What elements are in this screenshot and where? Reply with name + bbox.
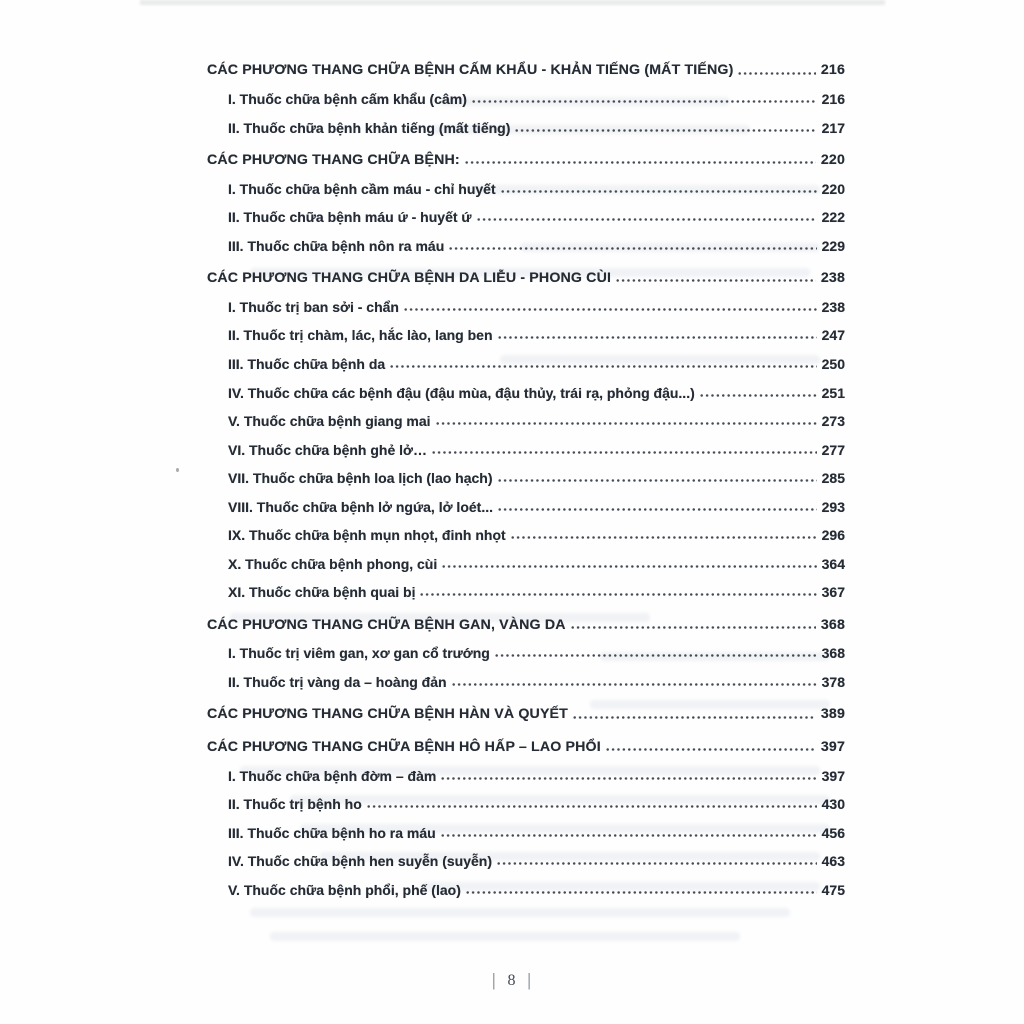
toc-section-title: CÁC PHƯƠNG THANG CHỮA BỆNH HÀN VÀ QUYẾT — [207, 706, 568, 723]
page-number: 8 — [507, 972, 517, 989]
toc-page-number: 250 — [821, 356, 845, 373]
dotted-leader — [451, 683, 817, 686]
dotted-leader — [737, 72, 815, 75]
bleed-artifact — [250, 908, 790, 917]
toc-page-number: 220 — [820, 151, 845, 168]
toc-page-number: 216 — [821, 91, 845, 108]
dotted-leader — [440, 834, 817, 837]
toc-item-row — [207, 230, 845, 259]
dotted-leader — [699, 394, 817, 397]
toc-item-label: II. Thuốc trị chàm, lác, hắc lào, lang ben — [228, 327, 493, 344]
scan-speck-artifact — [176, 468, 179, 472]
toc-item-label: I. Thuốc chữa bệnh cầm máu - chỉ huyết — [228, 180, 496, 197]
dotted-leader — [366, 805, 817, 808]
footer-left-bar: | — [492, 970, 497, 991]
dotted-leader — [419, 593, 816, 596]
toc-item-row — [207, 291, 845, 320]
toc-section-title: CÁC PHƯƠNG THANG CHỮA BỆNH: — [207, 151, 460, 168]
toc-page-number: 368 — [821, 645, 845, 662]
toc-item-row — [207, 846, 845, 875]
toc-page-number: 238 — [820, 270, 845, 287]
toc-page-number: 475 — [821, 881, 845, 898]
dotted-leader — [497, 336, 817, 339]
toc-item-label: VI. Thuốc chữa bệnh ghẻ lở… — [228, 441, 427, 458]
dotted-leader — [605, 748, 816, 751]
toc-page-number: 216 — [820, 62, 845, 79]
toc-page-number: 238 — [821, 298, 845, 315]
scan-edge-artifact — [140, 0, 885, 5]
toc-item-label: I. Thuốc chữa bệnh đờm – đàm — [228, 767, 437, 784]
toc-section-title-row — [207, 145, 845, 174]
toc-section — [207, 263, 845, 606]
dotted-leader — [448, 247, 816, 250]
bleed-artifact — [270, 932, 740, 941]
toc-item-row — [207, 406, 845, 435]
toc-page-number: 463 — [821, 853, 845, 870]
dotted-leader — [471, 100, 817, 103]
dotted-leader — [464, 161, 816, 164]
toc-item-row — [207, 638, 845, 667]
toc-page-number: 397 — [820, 738, 845, 755]
toc-item-label: VIII. Thuốc chữa bệnh lở ngứa, lở loét... — [228, 498, 493, 515]
dotted-leader — [389, 365, 816, 368]
toc-page-number: 368 — [820, 616, 845, 633]
dotted-leader — [465, 891, 817, 894]
toc-item-label: IV. Thuốc chữa bệnh hen suyễn (suyễn) — [228, 853, 493, 870]
page-footer — [0, 972, 1024, 990]
dotted-leader — [494, 654, 817, 657]
dotted-leader — [476, 218, 817, 221]
toc-item-row — [207, 789, 845, 818]
toc-item-row — [207, 202, 845, 231]
dotted-leader — [441, 565, 816, 568]
toc-section-title-row — [207, 55, 845, 84]
dotted-leader — [497, 479, 817, 482]
toc-page-number: 293 — [821, 498, 845, 515]
dotted-leader — [431, 451, 817, 454]
toc-item-label: VII. Thuốc chữa bệnh loa lịch (lao hạch) — [228, 470, 493, 487]
toc-item-row — [207, 548, 845, 577]
toc-section — [207, 55, 845, 141]
toc-page-number: 430 — [821, 796, 845, 813]
dotted-leader — [496, 862, 817, 865]
dotted-leader — [440, 777, 816, 780]
toc-item-row — [207, 84, 845, 113]
toc-section-title: CÁC PHƯƠNG THANG CHỮA BỆNH GAN, VÀNG DA — [207, 616, 566, 633]
toc-item-row — [207, 112, 845, 141]
toc-page-number: 277 — [821, 441, 845, 458]
toc-item-label: I. Thuốc trị viêm gan, xơ gan cổ trướng — [228, 645, 490, 662]
toc-page-number: 229 — [821, 237, 845, 254]
toc-item-label: II. Thuốc chữa bệnh máu ứ - huyết ứ — [228, 209, 472, 226]
toc-page-number: 296 — [821, 527, 845, 544]
footer-right-bar: | — [527, 970, 532, 991]
toc-item-label: XI. Thuốc chữa bệnh quai bị — [228, 584, 416, 601]
toc-page-number: 367 — [821, 584, 845, 601]
toc-page-number: 247 — [821, 327, 845, 344]
toc-page-number: 397 — [821, 767, 845, 784]
toc-section-title-row — [207, 263, 845, 292]
toc-page-number: 251 — [821, 384, 845, 401]
dotted-leader — [514, 129, 816, 132]
toc-item-label: III. Thuốc chữa bệnh nôn ra máu — [228, 237, 445, 254]
toc-item-row — [207, 760, 845, 789]
toc-section-title-row — [207, 609, 845, 638]
toc-item-label: IX. Thuốc chữa bệnh mụn nhọt, đinh nhọt — [228, 527, 506, 544]
toc-item-row — [207, 666, 845, 695]
toc-section — [207, 609, 845, 695]
toc-section-title: CÁC PHƯƠNG THANG CHỮA BỆNH DA LIỄU - PHONG CÙI — [207, 270, 612, 287]
toc-item-label: X. Thuốc chữa bệnh phong, cùi — [228, 555, 438, 572]
dotted-leader — [497, 508, 817, 511]
toc-item-row — [207, 491, 845, 520]
toc-item-label: V. Thuốc chữa bệnh giang mai — [228, 413, 431, 430]
dotted-leader — [435, 422, 817, 425]
toc-section — [207, 699, 845, 728]
dotted-leader — [570, 626, 816, 629]
toc-item-label: I. Thuốc chữa bệnh cấm khẩu (câm) — [228, 91, 467, 108]
toc-item-row — [207, 173, 845, 202]
toc-item-label: V. Thuốc chữa bệnh phổi, phế (lao) — [228, 881, 461, 898]
toc-section-title: CÁC PHƯƠNG THANG CHỮA BỆNH HÔ HẤP – LAO PHỔI — [207, 738, 601, 755]
toc-page-number: 222 — [821, 209, 845, 226]
toc-page-number: 285 — [821, 470, 845, 487]
toc-section — [207, 145, 845, 259]
dotted-leader — [403, 308, 817, 311]
toc-page-number: 389 — [820, 706, 845, 723]
toc-item-label: II. Thuốc trị vàng da – hoàng đản — [228, 674, 447, 691]
toc-item-row — [207, 320, 845, 349]
toc-page-number: 456 — [821, 824, 845, 841]
dotted-leader — [615, 279, 816, 282]
toc-item-label: IV. Thuốc chữa các bệnh đậu (đậu mùa, đậu thủy, trái rạ, phỏng đậu...) — [228, 384, 695, 401]
dotted-leader — [572, 716, 816, 719]
toc-item-row — [207, 874, 845, 903]
toc-page-number: 364 — [821, 555, 845, 572]
toc-item-row — [207, 434, 845, 463]
table-of-contents — [207, 55, 845, 903]
toc-page-number: 217 — [821, 119, 845, 136]
toc-page-number: 273 — [821, 413, 845, 430]
toc-item-row — [207, 520, 845, 549]
toc-item-label: III. Thuốc chữa bệnh ho ra máu — [228, 824, 436, 841]
toc-page-number: 220 — [821, 180, 845, 197]
toc-item-row — [207, 817, 845, 846]
toc-item-row — [207, 577, 845, 606]
toc-item-label: II. Thuốc trị bệnh ho — [228, 796, 362, 813]
dotted-leader — [510, 536, 817, 539]
toc-item-row — [207, 348, 845, 377]
toc-section-title-row — [207, 732, 845, 761]
toc-section-title: CÁC PHƯƠNG THANG CHỮA BỆNH CẤM KHẨU - KHẢN TIẾNG (MẤT TIẾNG) — [207, 62, 734, 79]
dotted-leader — [500, 190, 817, 193]
toc-item-row — [207, 463, 845, 492]
toc-section — [207, 732, 845, 903]
toc-page-number: 378 — [821, 674, 845, 691]
toc-item-label: I. Thuốc trị ban sởi - chẩn — [228, 298, 399, 315]
toc-item-label: III. Thuốc chữa bệnh da — [228, 356, 386, 373]
toc-item-row — [207, 377, 845, 406]
toc-item-label: II. Thuốc chữa bệnh khản tiếng (mất tiếng) — [228, 119, 511, 136]
toc-section-title-row — [207, 699, 845, 728]
